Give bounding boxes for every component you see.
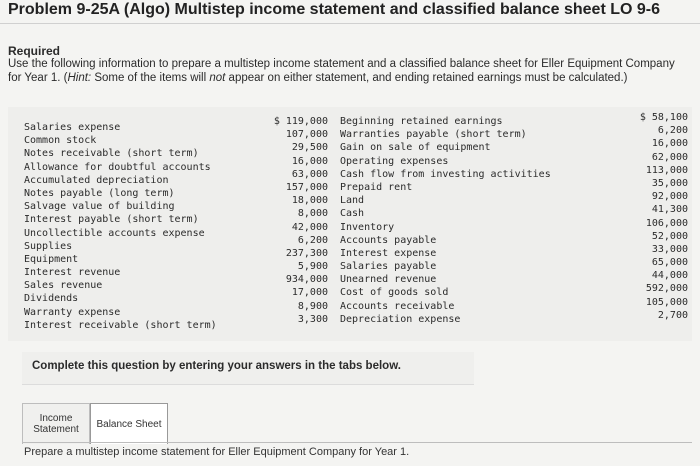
account-label: Notes payable (long term)	[24, 187, 175, 199]
tab-instruction: Prepare a multistep income statement for Eller Equipment Company for Year 1.	[24, 446, 410, 458]
account-value: 6,200	[657, 125, 688, 137]
account-value: 157,000	[285, 181, 328, 193]
account-value: 41,300	[651, 204, 688, 216]
tab-label-line2: Statement	[33, 424, 79, 435]
account-value: 35,000	[651, 177, 688, 189]
account-label: Uncollectible accounts expense	[24, 227, 205, 239]
tab-label-line1: Income	[39, 413, 73, 424]
account-value: $ 58,100	[639, 112, 688, 123]
account-label: Equipment	[24, 253, 79, 265]
account-value: 17,000	[291, 287, 328, 299]
account-value: $ 119,000	[273, 116, 328, 127]
account-value: 92,000	[651, 191, 688, 203]
account-value: 8,900	[297, 300, 328, 312]
tab-income-statement-label	[33, 413, 79, 435]
account-label: Warranty expense	[24, 306, 121, 318]
account-value: 6,200	[297, 234, 328, 246]
header-divider	[0, 23, 700, 24]
instructions-text-3: appear on either statement, and ending retained earnings must be calculated.)	[225, 72, 628, 84]
account-value: 113,000	[645, 164, 688, 176]
account-value: 592,000	[645, 283, 688, 295]
account-value: 62,000	[651, 151, 688, 163]
account-label: Interest receivable (short term)	[24, 319, 217, 331]
account-value: 3,300	[297, 313, 328, 325]
account-label: Interest payable (short term)	[24, 214, 199, 226]
account-value: 5,900	[297, 261, 328, 273]
account-value: 29,500	[291, 142, 328, 154]
account-value: 52,000	[651, 230, 688, 242]
account-value: 33,000	[651, 243, 688, 255]
right-account-values	[592, 111, 688, 322]
account-value: 934,000	[285, 274, 328, 286]
account-label: Accumulated depreciation	[24, 174, 169, 186]
account-label: Dividends	[24, 293, 79, 305]
tab-income-statement[interactable]	[22, 403, 90, 444]
account-value: 107,000	[285, 129, 328, 141]
account-label: Inventory	[340, 221, 395, 233]
account-label: Gain on sale of equipment	[340, 142, 491, 154]
account-label: Cost of goods sold	[340, 287, 449, 299]
account-value: 16,000	[651, 138, 688, 150]
required-instructions	[8, 57, 688, 85]
account-value: 105,000	[645, 296, 688, 308]
hint-label: Hint:	[67, 72, 92, 84]
account-value: 65,000	[651, 257, 688, 269]
account-label: Unearned revenue	[340, 274, 437, 286]
account-value: 44,000	[651, 270, 688, 282]
account-label: Operating expenses	[340, 155, 449, 167]
account-label: Accounts receivable	[340, 300, 455, 312]
tab-balance-sheet[interactable]	[90, 403, 168, 444]
account-value: 106,000	[645, 217, 688, 229]
account-label: Cash	[340, 208, 365, 220]
required-label: Required	[8, 44, 61, 58]
not-word: not	[209, 72, 226, 84]
tab-divider	[22, 442, 692, 443]
account-label: Beginning retained earnings	[340, 116, 503, 127]
account-value: 8,000	[297, 208, 328, 220]
account-label: Salaries payable	[340, 261, 437, 273]
tab-balance-sheet-label: Balance Sheet	[96, 418, 162, 430]
account-label: Notes receivable (short term)	[24, 148, 199, 160]
right-account-labels	[340, 115, 551, 326]
account-label: Salvage value of building	[24, 201, 175, 213]
account-label: Salaries expense	[24, 122, 121, 133]
account-label: Interest expense	[340, 247, 437, 259]
account-label: Prepaid rent	[340, 181, 413, 193]
account-label: Depreciation expense	[340, 313, 461, 325]
left-account-labels	[24, 121, 217, 332]
account-label: Accounts payable	[340, 234, 437, 246]
instructions-text-2: Some of the items will	[91, 72, 210, 84]
account-label: Common stock	[24, 135, 97, 147]
left-account-values	[232, 115, 328, 326]
account-label: Sales revenue	[24, 280, 103, 292]
account-label: Allowance for doubtful accounts	[24, 161, 211, 173]
account-value: 16,000	[291, 155, 328, 167]
complete-prompt: Complete this question by entering your answers in the tabs below.	[32, 360, 401, 372]
account-value: 2,700	[657, 309, 688, 321]
account-value: 42,000	[291, 221, 328, 233]
account-value: 237,300	[285, 247, 328, 259]
account-label: Warranties payable (short term)	[340, 129, 527, 141]
page-title: Problem 9-25A (Algo) Multistep income statement and classified balance sheet LO 9-6	[8, 1, 661, 18]
account-value: 18,000	[291, 195, 328, 207]
account-label: Land	[340, 195, 365, 207]
statement-tabs	[22, 403, 168, 443]
account-value: 63,000	[291, 168, 328, 180]
account-label: Cash flow from investing activities	[340, 168, 551, 180]
account-label: Supplies	[24, 240, 73, 252]
account-label: Interest revenue	[24, 267, 121, 279]
instructions-text-1: Use the following information to prepare a multistep income statement and a classified balance sheet for Eller Equipment Company for Year 1. (	[8, 58, 675, 84]
